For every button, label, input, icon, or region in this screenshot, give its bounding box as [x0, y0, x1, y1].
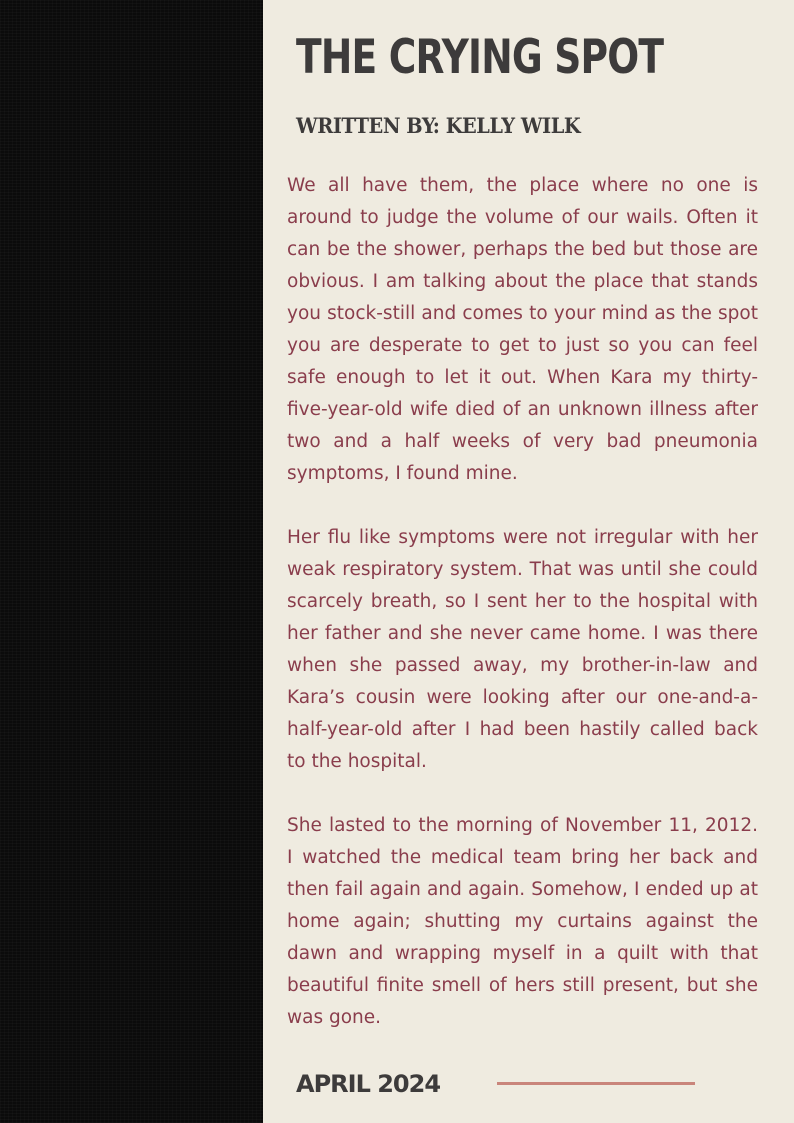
paragraph: She lasted to the morning of November 11, 2012. I watched the medical team bring her back and then fail again and again. Somehow, I ended up at home again; shutting my curtains against the dawn and wrapping myself in a quilt with that beautiful finite smell of hers still present, but she was gone. — [287, 815, 758, 1028]
article-page — [263, 0, 794, 1123]
article-body — [287, 170, 758, 1066]
black-side-panel — [0, 0, 263, 1123]
paragraph: We all have them, the place where no one is around to judge the volume of our wails. Often it can be the shower, perhaps the bed but those are obvious. I am talking about the place that stands you stock-still and comes to your mind as the spot you are desperate to get to just so you can feel safe enough to let it out. When Kara my thirty-five-year-old wife died of an unknown illness after two and a half weeks of very bad pneumonia symptoms, I found mine. — [287, 175, 758, 484]
issue-date: APRIL 2024 — [296, 1070, 441, 1098]
paragraph: Her flu like symptoms were not irregular with her weak respiratory system. That was until she could scarcely breath, so I sent her to the hospital with her father and she never came home. I was there when she passed away, my brother-in-law and Kara’s cousin were looking after our one-and-a-half-year-old after I had been hastily called back to the hospital. — [287, 527, 758, 772]
author-byline: WRITTEN BY: KELLY WILK — [296, 113, 581, 138]
article-title: THE CRYING SPOT — [296, 30, 664, 85]
footer-divider-line — [497, 1082, 695, 1085]
